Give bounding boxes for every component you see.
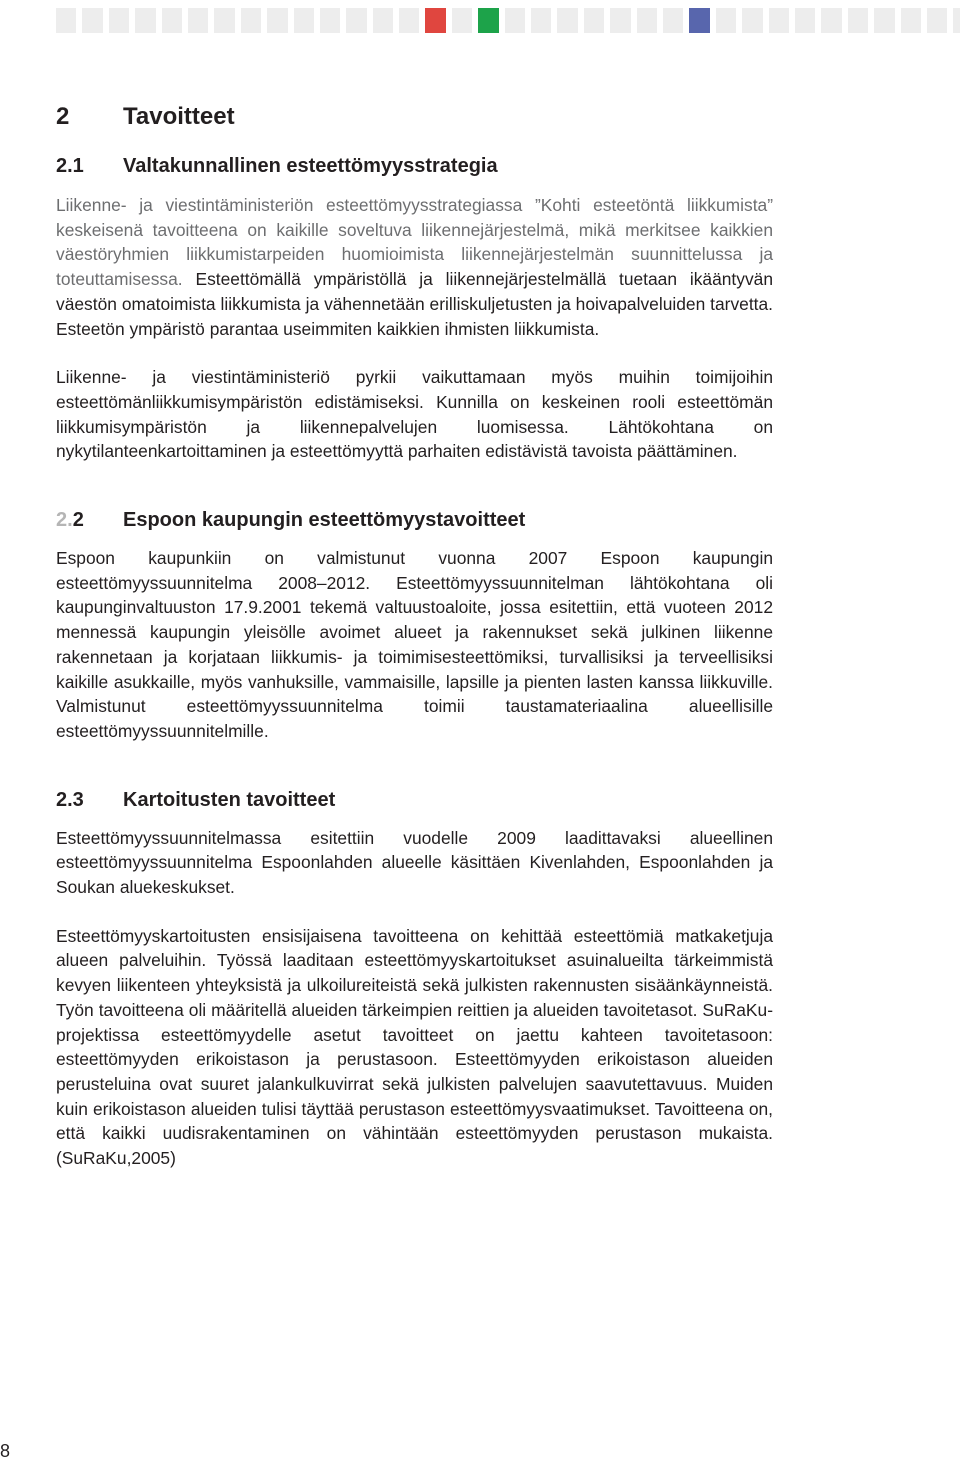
section-2-1-paragraph-1: [56, 193, 773, 341]
section-2-1-paragraph-2: Liikenne- ja viestintäministeriö pyrkii vaikuttamaan myös muihin toimijoihin esteettömänliikkumisympäristön edistämiseksi. Kunnilla on keskeinen rooli esteettömän liikkumisympäristön ja liikennepalvelujen luomisessa. Lähtökohtana on nykytilanteenkartoittaminen ja esteettömyyttä parhaiten edistävistä tavoista päättäminen.: [56, 367, 773, 462]
section-number: 2.3: [56, 788, 84, 811]
color-square: [425, 8, 445, 33]
color-square: [716, 8, 736, 33]
color-square: [795, 8, 815, 33]
color-square: [689, 8, 709, 33]
color-square: [452, 8, 472, 33]
color-square: [663, 8, 683, 33]
section-heading-2-2: [56, 505, 773, 535]
text-run: Esteettömällä ympäristöllä ja liikennejärjestelmällä tuetaan ikääntyvän väestön omatoimista liikkumista ja vähennetään erilliskuljetusten ja hoivapalveluiden tarvetta. Esteetön ympäristö parantaa useimmiten kaikkien ihmisten liikkumista.: [56, 269, 773, 339]
color-square: [320, 8, 340, 33]
color-square: [267, 8, 287, 33]
section-number: [56, 505, 123, 535]
color-square: [135, 8, 155, 33]
color-square: [56, 8, 76, 33]
section-number-part-a: 2.: [56, 509, 73, 532]
color-square: [610, 8, 630, 33]
section-title: Espoon kaupungin esteettömyystavoitteet: [123, 509, 526, 532]
gray-text-run: Liikenne- ja viestintäministeriön esteettömyysstrategiassa ”Kohti esteetöntä liikkumista” keskeisenä tavoitteena on kaikille soveltuva liikennejärjestelmä, mikä merkitsee kaikkien väestöryhmien liikkumistarpeiden huomioimista liikennejärjestelmän suunnittelussa ja toteuttamisessa.: [56, 195, 773, 290]
color-square: [478, 8, 498, 33]
color-square: [241, 8, 261, 33]
color-square: [346, 8, 366, 33]
color-square: [373, 8, 393, 33]
color-square: [188, 8, 208, 33]
color-square: [953, 8, 960, 33]
color-square: [82, 8, 102, 33]
section-heading-2-3: [56, 785, 773, 815]
section-2-2-paragraph-1: Espoon kaupunkiin on valmistunut vuonna 2007 Espoon kaupungin esteettömyyssuunnitelma 2008–2012. Esteettömyyssuunnitelman lähtökohtana oli kaupunginvaltuuston 17.9.2001 tekemä valtuustoaloite, jossa esitettiin, että vuoteen 2012 mennessä kaupungin yleisölle avoimet alueet ja rakennukset sekä julkinen liikenne rakennetaan ja korjataan liikkumis- ja toimimisesteettömiksi, turvallisiksi ja terveellisiksi kaikille asukkaille, myös vanhuksille, vammaisille, lapsille ja pienten lasten kanssa liikkuville. Valmistunut esteettömyyssuunnitelma toimii taustamateriaalina alueellisille esteettömyyssuunnitelmille.: [56, 548, 773, 741]
page-number: 8: [0, 1441, 11, 1461]
color-square: [821, 8, 841, 33]
color-square: [109, 8, 129, 33]
section-title: Valtakunnallinen esteettömyysstrategia: [123, 155, 498, 177]
color-square: [769, 8, 789, 33]
section-title: Kartoitusten tavoitteet: [123, 788, 336, 811]
chapter-number: 2: [56, 103, 70, 130]
chapter-title: Tavoitteet: [123, 103, 235, 130]
color-square: [874, 8, 894, 33]
section-2-3-paragraph-1: Esteettömyyssuunnitelmassa esitettiin vuodelle 2009 laadittavaksi alueellinen esteettömyyssuunnitelma Espoonlahden alueelle käsittäen Kivenlahden, Espoonlahden ja Soukan aluekeskukset.: [56, 827, 773, 898]
color-square: [505, 8, 525, 33]
color-square: [557, 8, 577, 33]
color-square: [162, 8, 182, 33]
color-square: [399, 8, 419, 33]
page-content: [56, 98, 773, 1171]
color-square: [637, 8, 657, 33]
color-square: [584, 8, 604, 33]
section-number-part-b: 2: [72, 509, 84, 532]
color-square: [927, 8, 947, 33]
chapter-heading: [56, 98, 773, 136]
color-square: [848, 8, 868, 33]
section-heading-2-1: [56, 151, 773, 181]
section-2-3-paragraph-2: Esteettömyyskartoitusten ensisijaisena tavoitteena on kehittää esteettömiä matkaketjuja alueen palveluihin. Työssä laaditaan esteettömyyskartoitukset asuinalueilta tärkeimmistä kevyen liikenteen yhteyksistä ja ulkoilureiteistä sekä julkisten rakennusten sisäänkäynneistä. Työn tavoitteena oli määritellä alueiden tärkeimpien reittien ja alueiden tavoitetasot. SuRaKu-projektissa esteettömyydelle asetut tavoitteet on jaettu kahteen tavoitetasoon: esteettömyyden erikoistason ja perustasoon. Esteettömyyden erikoistason alueiden perusteluina ovat suuret jalankulkuvirrat sekä julkisten palvelujen saavutettavuus. Muiden kuin erikoistason alueiden tulisi täyttää perustason esteettömyysvaatimukset. Tavoitteena on, että kaikki uudisrakentaminen on vähintään esteettömyyden perustason mukaista. (SuRaKu,2005): [56, 925, 773, 1169]
top-color-bar: [56, 8, 960, 33]
color-square: [742, 8, 762, 33]
color-square: [901, 8, 921, 33]
section-number: 2.1: [56, 155, 84, 177]
color-square: [531, 8, 551, 33]
color-square: [214, 8, 234, 33]
color-square: [294, 8, 314, 33]
